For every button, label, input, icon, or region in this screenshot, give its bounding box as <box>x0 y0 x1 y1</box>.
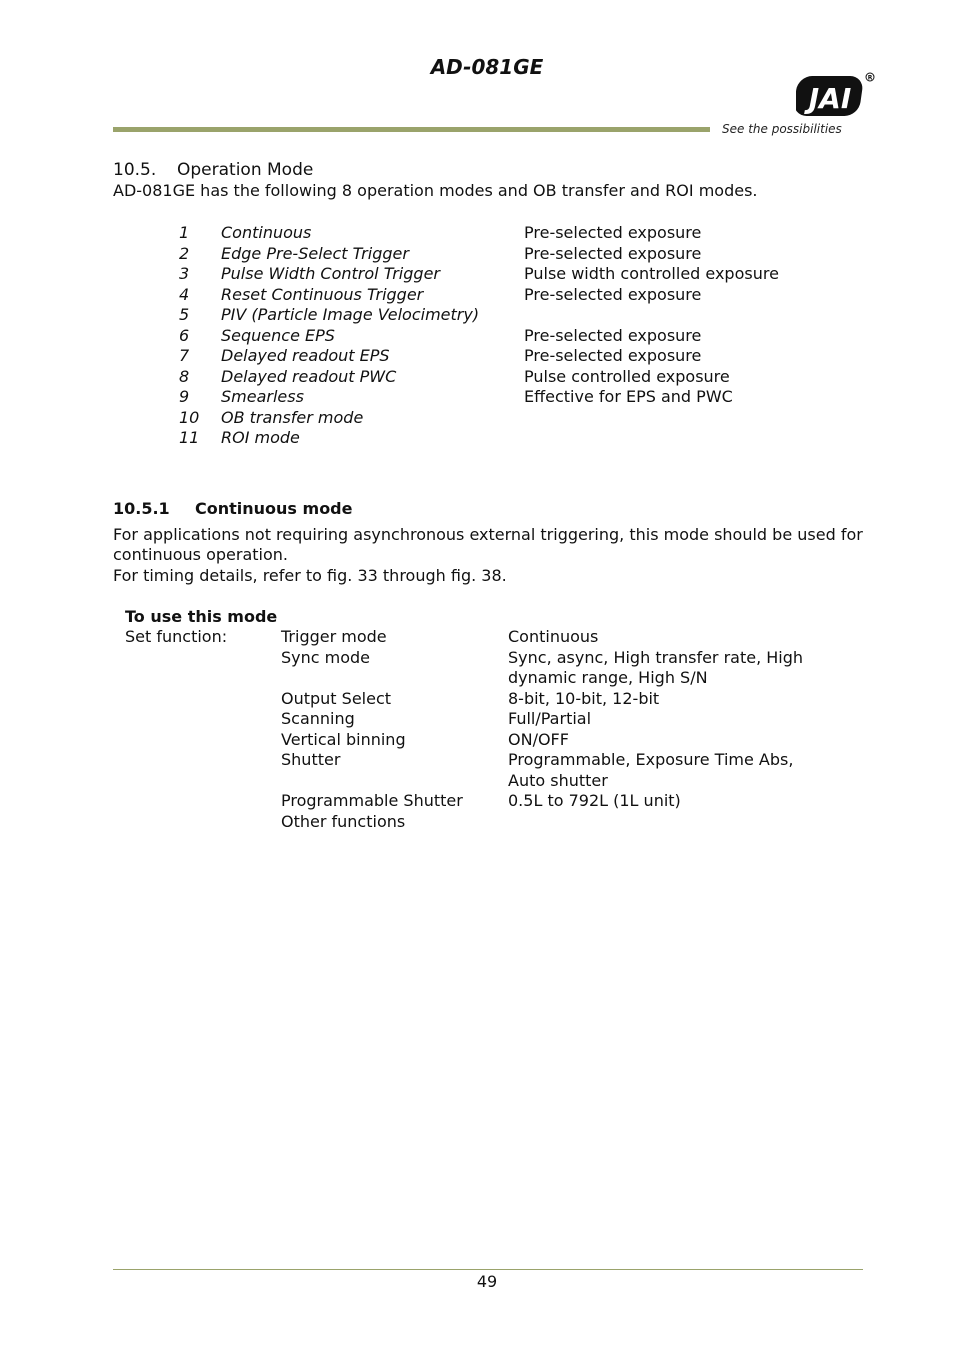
mode-number: 3 <box>179 264 190 283</box>
jai-logo <box>796 70 876 120</box>
mode-name: OB transfer mode <box>221 408 364 427</box>
setting-name: Programmable Shutter <box>281 791 463 810</box>
setting-value: Full/Partial <box>508 709 592 728</box>
section-intro: AD-081GE has the following 8 operation modes and OB transfer and ROI modes. <box>113 181 758 200</box>
setting-value: 8-bit, 10-bit, 12-bit <box>508 689 660 708</box>
set-function-label: Set function: <box>125 627 228 646</box>
setting-value: ON/OFF <box>508 730 569 749</box>
paragraph-line: For applications not requiring asynchronous external triggering, this mode should be used for <box>113 525 863 544</box>
footer-rule <box>113 1269 863 1270</box>
subsection-number: 10.5.1 <box>113 499 170 518</box>
section-number: 10.5. <box>113 160 157 180</box>
setting-name: Output Select <box>281 689 392 708</box>
usage-heading: To use this mode <box>125 607 278 626</box>
paragraph-line: continuous operation. <box>113 545 288 564</box>
setting-name: Scanning <box>281 709 355 728</box>
mode-description: Pre-selected exposure <box>524 346 702 365</box>
tagline: See the possibilities <box>722 122 842 136</box>
setting-name: Vertical binning <box>281 730 406 749</box>
mode-number: 9 <box>179 387 190 406</box>
mode-number: 6 <box>179 326 190 345</box>
setting-value: Sync, async, High transfer rate, High <box>508 648 804 667</box>
page-number: 49 <box>476 1272 498 1291</box>
setting-name: Trigger mode <box>281 627 387 646</box>
mode-description: Pre-selected exposure <box>524 244 702 263</box>
mode-description: Pulse width controlled exposure <box>524 264 779 283</box>
mode-number: 10 <box>179 408 200 427</box>
mode-name: PIV (Particle Image Velocimetry) <box>221 305 480 324</box>
setting-value: Continuous <box>508 627 599 646</box>
setting-value: 0.5L to 792L (1L unit) <box>508 791 681 810</box>
mode-name: Sequence EPS <box>221 326 335 345</box>
mode-name: Edge Pre-Select Trigger <box>221 244 409 263</box>
mode-description: Effective for EPS and PWC <box>524 387 733 406</box>
mode-name: Reset Continuous Trigger <box>221 285 424 304</box>
mode-description: Pre-selected exposure <box>524 223 702 242</box>
mode-name: Continuous <box>221 223 312 242</box>
mode-number: 8 <box>179 367 190 386</box>
mode-number: 5 <box>179 305 190 324</box>
setting-name: Other functions <box>281 812 406 831</box>
subsection-title: Continuous mode <box>195 499 353 518</box>
setting-name: Shutter <box>281 750 341 769</box>
mode-description: Pre-selected exposure <box>524 326 702 345</box>
header-rule <box>113 127 710 132</box>
paragraph-line: For timing details, refer to fig. 33 through fig. 38. <box>113 566 507 585</box>
section-title: Operation Mode <box>177 160 314 180</box>
mode-name: Pulse Width Control Trigger <box>221 264 440 283</box>
mode-description: Pre-selected exposure <box>524 285 702 304</box>
mode-name: Delayed readout PWC <box>221 367 397 386</box>
mode-name: Smearless <box>221 387 304 406</box>
mode-number: 11 <box>179 428 200 447</box>
subsection-heading <box>113 499 352 518</box>
mode-name: ROI mode <box>221 428 300 447</box>
mode-name: Delayed readout EPS <box>221 346 390 365</box>
mode-number: 4 <box>179 285 190 304</box>
mode-number: 2 <box>179 244 190 263</box>
mode-description: Pulse controlled exposure <box>524 367 730 386</box>
setting-value: Auto shutter <box>508 771 608 790</box>
mode-number: 7 <box>179 346 190 365</box>
svg-text:R: R <box>867 74 873 82</box>
section-heading <box>113 160 313 180</box>
setting-value: dynamic range, High S/N <box>508 668 708 687</box>
setting-name: Sync mode <box>281 648 371 667</box>
setting-value: Programmable, Exposure Time Abs, <box>508 750 794 769</box>
logo-text: JAI <box>808 82 852 115</box>
document-title: AD-081GE <box>430 55 544 79</box>
mode-number: 1 <box>179 223 190 242</box>
